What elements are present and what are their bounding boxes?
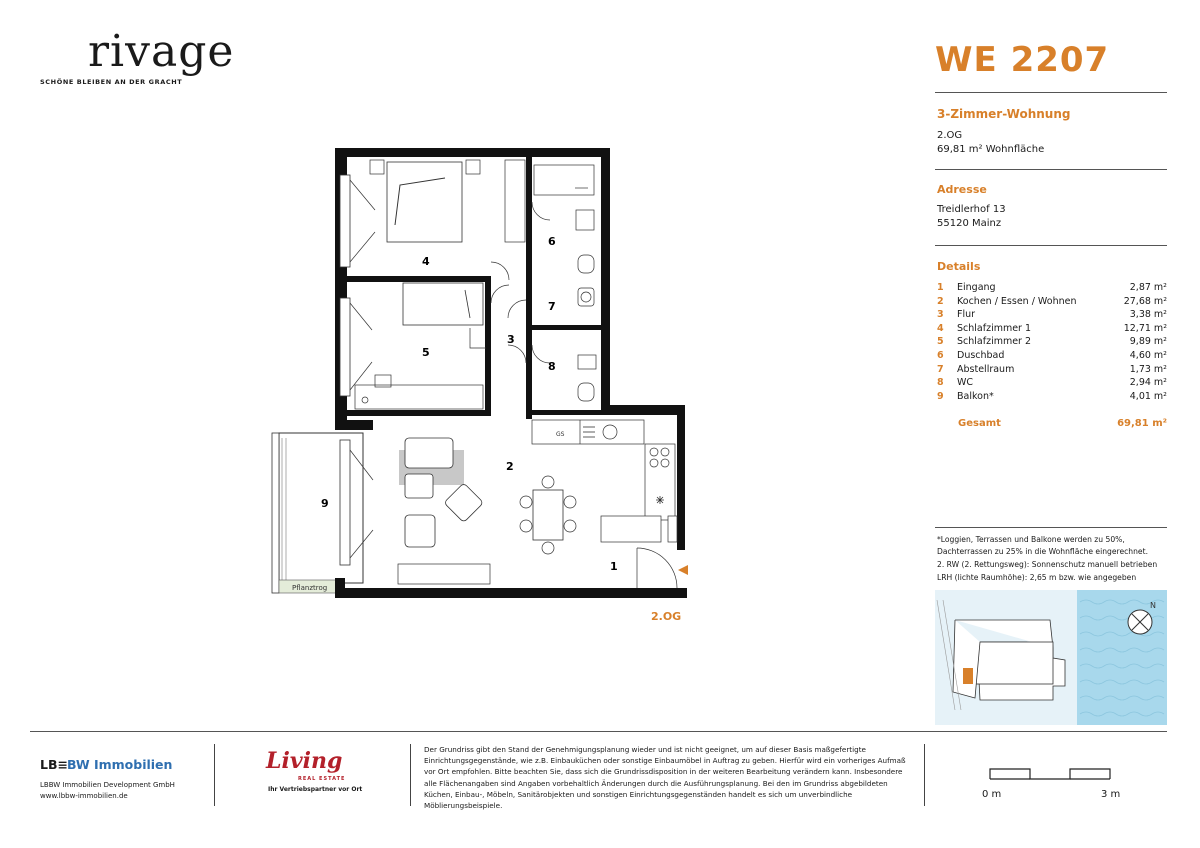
lbbw-logo: LB≡BW Immobilien	[40, 757, 173, 772]
room-label-6: 6	[548, 235, 556, 248]
disclaimer-text: Der Grundriss gibt den Stand der Genehmigungsplanung wieder und ist nicht geeignet, um auf dieser Basis maßgefertigte Einrichtungsgegenstände, wie z.B. Einbauküchen oder sonstige Einbaumöbel in Auftrag zu geben. Hierfür wird ein vorheriges Aufmaß vor Ort empfohlen. Bitte beachten Sie, dass sich die Grundrissdisposition in der weiteren Bearbeitung verändern kann. Insbesondere alle Flächenangaben sind Angaben vorbehaltlich Änderungen durch die Ausführungsplanung. Bei den im Grundriss abgebildeten Küchen, Einbau-, Möbeln, Sanitärobjekten und sonstigen Einrichtungsgegenständen handelt es sich um unverbindliche Möblierungsbeispiele.	[424, 745, 906, 811]
divider	[935, 245, 1167, 246]
room-row: 3 Flur 3,38 m²	[937, 309, 1167, 321]
scale-end: 3 m	[1101, 789, 1121, 800]
living-logo: Living	[266, 748, 343, 774]
scale-start: 0 m	[982, 789, 1002, 800]
footer-separator	[924, 744, 925, 806]
room-row: 2 Kochen / Essen / Wohnen 27,68 m²	[937, 295, 1167, 307]
unit-area: 69,81 m² Wohnfläche	[937, 144, 1045, 155]
wall-right-upper	[601, 148, 610, 410]
shower	[534, 165, 594, 195]
wall-bottom	[335, 588, 687, 598]
room-label-9: 9	[321, 497, 329, 510]
wall-bed5-right	[485, 276, 491, 416]
dining-table	[533, 490, 563, 540]
room-row: 6 Duschbad 4,60 m²	[937, 349, 1167, 361]
total-row	[958, 418, 1167, 429]
room-label-7: 7	[548, 300, 556, 313]
address-city: 55120 Mainz	[937, 218, 1002, 229]
wardrobe	[601, 516, 661, 542]
living-sub: REAL ESTATE	[298, 776, 346, 782]
unit-title: WE 2207	[935, 40, 1110, 80]
wall-bath-left	[526, 157, 532, 419]
sink	[576, 210, 594, 230]
room-row: 1 Eingang 2,87 m²	[937, 282, 1167, 293]
brand-tagline: SCHÖNE BLEIBEN AN DER GRACHT	[40, 78, 183, 86]
wall-bed4-bed5	[347, 276, 487, 282]
lbbw-company: LBBW Immobilien Development GmbH	[40, 781, 175, 789]
total-label: Gesamt	[958, 418, 1001, 429]
water-area	[1077, 590, 1167, 725]
room-row: 4 Schlafzimmer 1 12,71 m²	[937, 322, 1167, 334]
room-row: 7 Abstellraum 1,73 m²	[937, 363, 1167, 375]
room-label-1: 1	[610, 560, 618, 573]
details-table	[937, 281, 1167, 403]
room-label-2: 2	[506, 460, 514, 473]
divider	[935, 169, 1167, 170]
living-partner: Ihr Vertriebspartner vor Ort	[268, 786, 363, 793]
floor-plan	[260, 140, 700, 630]
brand-logo: rivage	[88, 26, 235, 77]
address-street: Treidlerhof 13	[937, 204, 1006, 215]
total-value: 69,81 m²	[1117, 418, 1167, 429]
scale-bar	[985, 765, 1125, 785]
room-row: 5 Schlafzimmer 2 9,89 m²	[937, 336, 1167, 348]
planter-label: Pflanztrog	[292, 584, 328, 592]
room-label-3: 3	[507, 333, 515, 346]
toilet-8	[578, 383, 594, 401]
site-plan	[935, 590, 1167, 725]
divider	[935, 527, 1167, 528]
details-heading: Details	[937, 260, 981, 273]
compass-north-label: N	[1150, 601, 1156, 610]
note-line: 2. RW (2. Rettungsweg): Sonnenschutz manuell betrieben	[937, 560, 1158, 569]
single-bed	[403, 283, 483, 325]
wall-top	[335, 148, 610, 157]
room-label-5: 5	[422, 346, 430, 359]
unit-marker	[963, 668, 973, 684]
plan-floor-label: 2.OG	[651, 610, 682, 623]
divider	[935, 92, 1167, 93]
unit-type: 3-Zimmer-Wohnung	[937, 107, 1071, 121]
toilet-6	[578, 255, 594, 273]
footer-divider	[30, 731, 1167, 732]
dishwasher-label: GS	[556, 431, 565, 438]
room-label-8: 8	[548, 360, 556, 373]
unit-floor: 2.OG	[937, 130, 963, 141]
room-row: 8 WC 2,94 m²	[937, 377, 1167, 389]
sideboard	[398, 564, 490, 584]
armchair	[444, 483, 484, 523]
footer-separator	[410, 744, 411, 806]
room-row: 9 Balkon* 4,01 m²	[937, 390, 1167, 402]
sofa	[405, 438, 453, 468]
lbbw-url[interactable]: www.lbbw-immobilien.de	[40, 792, 128, 800]
desk	[355, 385, 483, 409]
entrance-arrow-icon	[678, 565, 688, 575]
address-heading: Adresse	[937, 183, 987, 196]
note-line: *Loggien, Terrassen und Balkone werden zu 50%,	[937, 535, 1125, 544]
balcony-railing	[272, 433, 279, 593]
note-line: Dachterrassen zu 25% in die Wohnfläche eingerechnet.	[937, 547, 1148, 556]
room-label-4: 4	[422, 255, 430, 268]
note-line: LRH (lichte Raumhöhe): 2,65 m bzw. wie angegeben	[937, 573, 1137, 582]
footer-separator	[214, 744, 215, 806]
wall-right-lower	[677, 405, 685, 550]
